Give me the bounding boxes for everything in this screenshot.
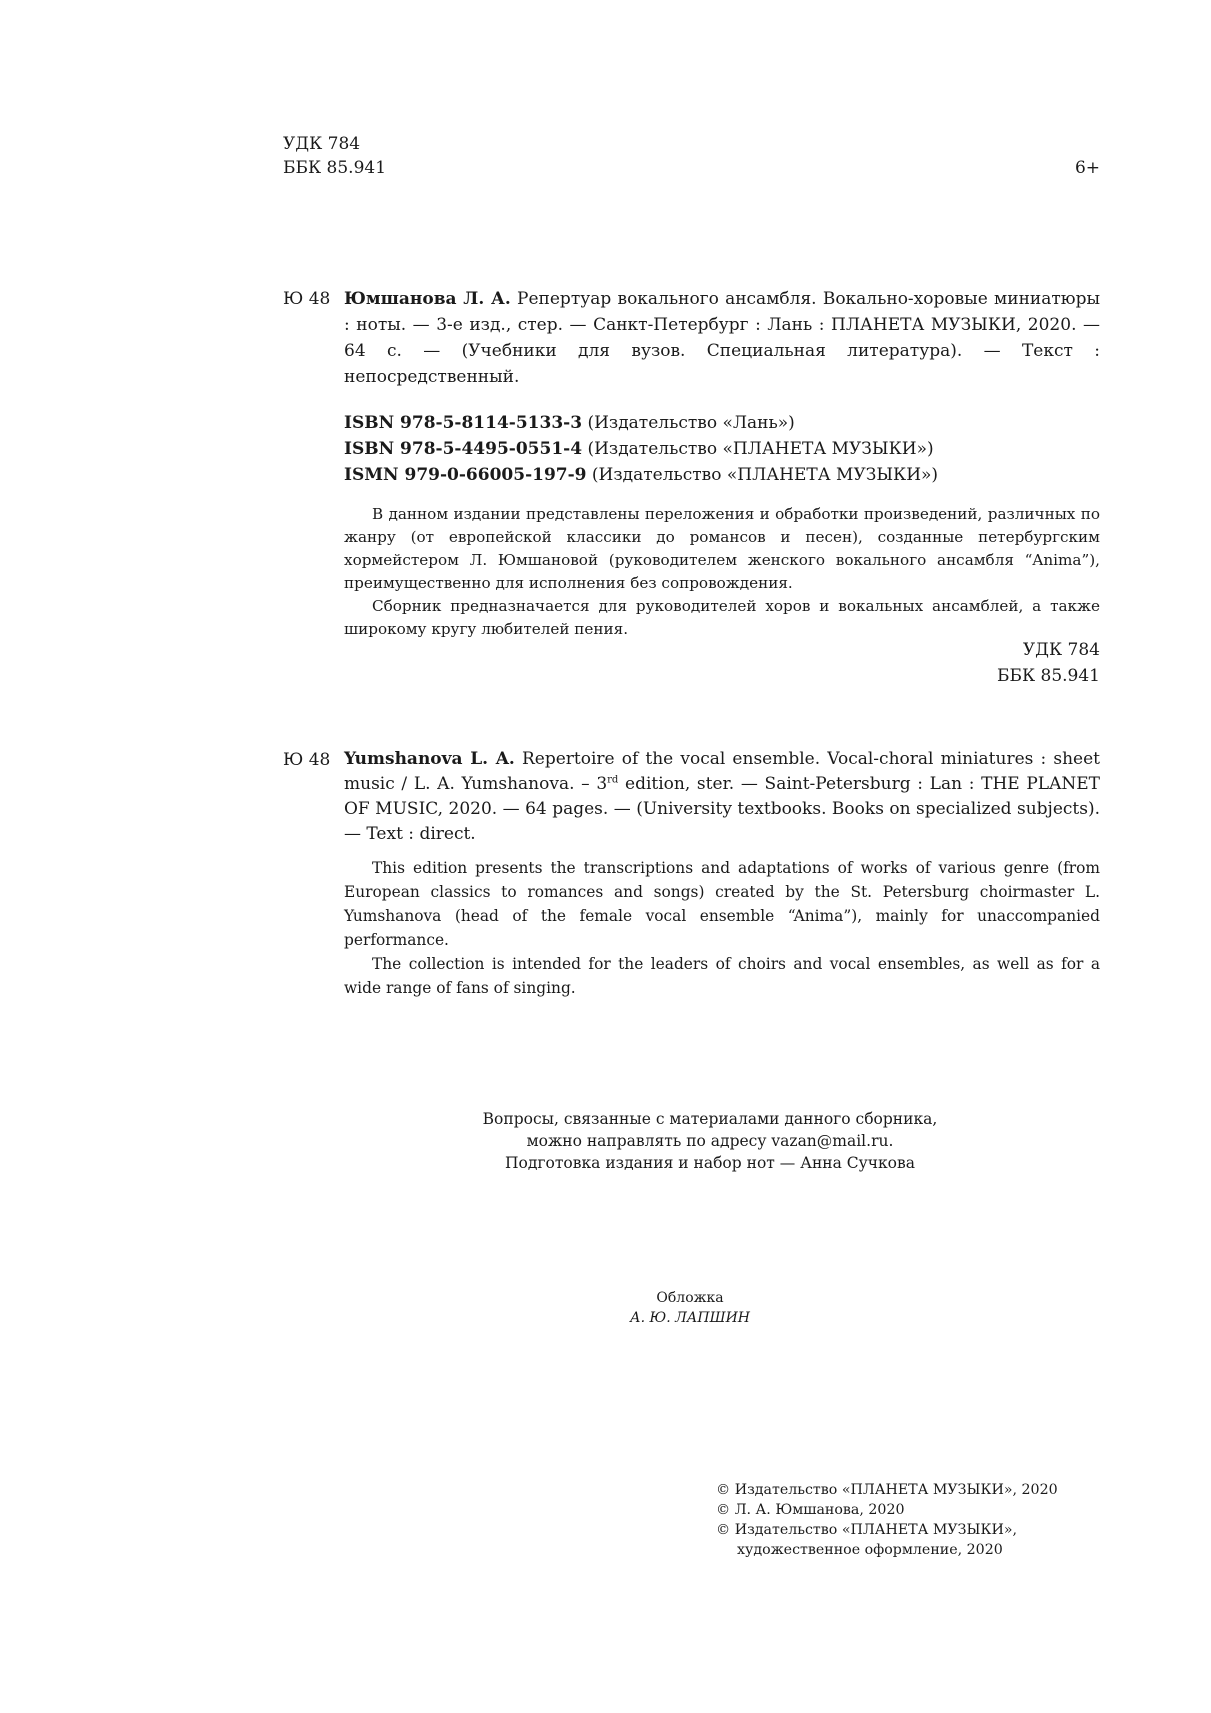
cover-artist: А. Ю. ЛАПШИН: [630, 1310, 750, 1326]
ismn-number: ISMN 979-0-66005-197-9: [344, 465, 587, 485]
udk-code-right: УДК 784: [1022, 640, 1100, 660]
copyright-line: © Л. А. Юмшанова, 2020: [716, 1502, 905, 1518]
contact-line-1: Вопросы, связанные с материалами данного сборника,: [482, 1110, 938, 1128]
bbk-code-right: ББК 85.941: [996, 666, 1100, 686]
copyright-block: [716, 1480, 1106, 1560]
contact-line-3: Подготовка издания и набор нот — Анна Сучкова: [505, 1154, 915, 1172]
identifier-row: [344, 462, 938, 488]
isbn-number: ISBN 978-5-4495-0551-4: [344, 439, 583, 459]
cover-credit: [580, 1288, 800, 1328]
abstract-ru: [344, 503, 1100, 641]
cover-label: Обложка: [656, 1290, 724, 1306]
abstract-ru-paragraph-1: В данном издании представлены переложения и обработки произведений, различных по жанру (от европейской классики до романсов и песен), созданные петербургским хормейстером Л. Юмшановой (руководителем женского вокального ансамбля “Anima”), преимущественно для исполнения без сопровождения.: [344, 505, 1100, 592]
udk-code: УДК 784: [283, 134, 361, 154]
age-rating: 6+: [1074, 158, 1100, 178]
abstract-ru-paragraph-2: Сборник предназначается для руководителей хоров и вокальных ансамблей, а также широкому кругу любителей пения.: [344, 597, 1100, 638]
isbn-publisher: (Издательство «ПЛАНЕТА МУЗЫКИ»): [587, 439, 934, 459]
identifiers-block: [344, 410, 938, 488]
abstract-en: [344, 856, 1100, 1000]
author-mark-en: Ю 48: [283, 750, 331, 770]
copyright-line: © Издательство «ПЛАНЕТА МУЗЫКИ», 2020: [716, 1482, 1058, 1498]
entry-text-en-part2: edition, ster. — Saint-Petersburg : Lan : THE PLANET OF MUSIC, 2020. — 64 pages. — (University textbooks. Books on specialized subjects). — Text : direct.: [344, 774, 1100, 844]
entry-text-ru: Репертуар вокального ансамбля. Вокально-хоровые миниатюры : ноты. — 3-е изд., стер. — Санкт-Петербург : Лань : ПЛАНЕТА МУЗЫКИ, 2020. — 64 с. — (Учебники для вузов. Специальная литература). — Текст : непосредственный.: [344, 289, 1100, 387]
isbn-number: ISBN 978-5-8114-5133-3: [344, 413, 583, 433]
bibliographic-entry-ru: [344, 286, 1100, 390]
author-mark-ru: Ю 48: [283, 289, 331, 309]
isbn-publisher: (Издательство «Лань»): [587, 413, 795, 433]
bbk-code: ББК 85.941: [283, 158, 387, 178]
header-codes: [283, 132, 386, 180]
contact-block: [440, 1108, 980, 1174]
bibliographic-entry-en: [344, 747, 1100, 847]
ismn-publisher: (Издательство «ПЛАНЕТА МУЗЫКИ»): [591, 465, 939, 485]
copyright-line: © Издательство «ПЛАНЕТА МУЗЫКИ», художественное оформление, 2020: [716, 1522, 1018, 1558]
identifier-row: [344, 436, 938, 462]
ordinal-suffix: rd: [607, 774, 619, 786]
abstract-en-paragraph-2: The collection is intended for the leaders of choirs and vocal ensembles, as well as for a wide range of fans of singing.: [344, 955, 1100, 997]
contact-line-2: можно направлять по адресу vazan@mail.ru.: [526, 1132, 894, 1150]
author-name-en: Yumshanova L. A.: [344, 749, 515, 769]
abstract-en-paragraph-1: This edition presents the transcriptions and adaptations of works of various genre (from European classics to romances and songs) created by the St. Petersburg choirmaster L. Yumshanova (head of the female vocal ensemble “Anima”), mainly for unaccompanied performance.: [344, 859, 1100, 949]
identifier-row: [344, 410, 938, 436]
entry-text-en-part1: Repertoire of the vocal ensemble. Vocal-choral miniatures : sheet music / L. A. Yumshanova. – 3: [344, 749, 1100, 794]
author-name-ru: Юмшанова Л. А.: [344, 289, 511, 309]
codes-right: [960, 637, 1100, 689]
